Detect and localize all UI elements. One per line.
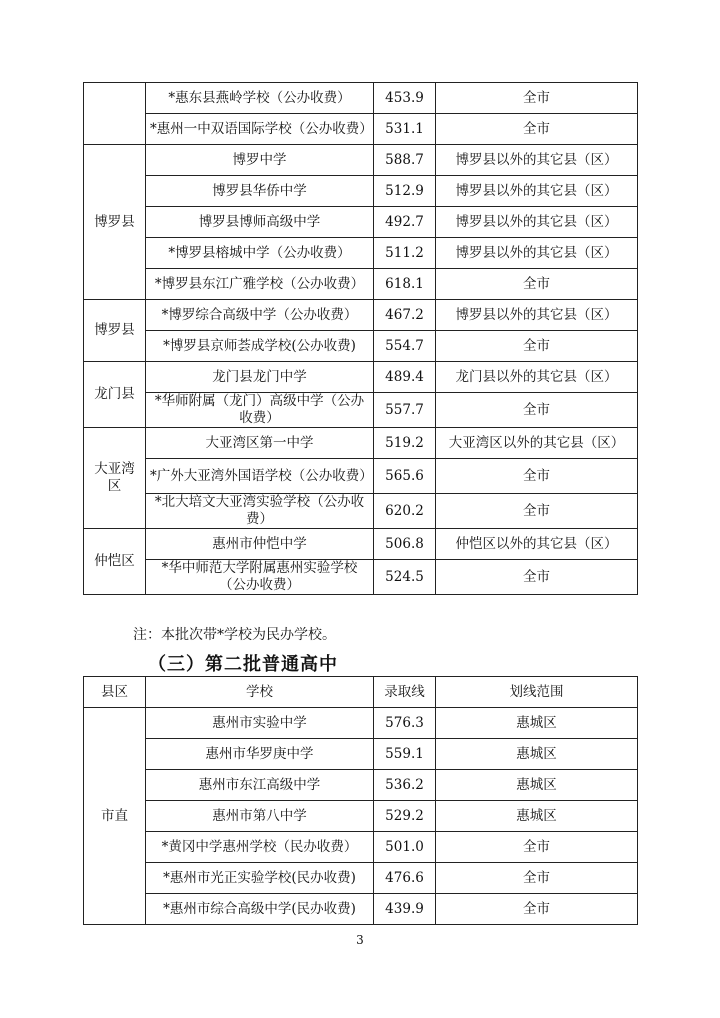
table-row [84, 529, 638, 560]
range-cell: 惠城区 [436, 708, 638, 739]
school-cell: *博罗综合高级中学（公办收费） [146, 300, 374, 331]
school-cell: 惠州市第八中学 [146, 801, 374, 832]
table-row [84, 428, 638, 459]
score-cell: 588.7 [374, 145, 436, 176]
table-header-row [84, 677, 638, 708]
header-range: 划线范围 [436, 677, 638, 708]
score-cell: 618.1 [374, 269, 436, 300]
range-cell: 博罗县以外的其它县（区） [436, 176, 638, 207]
school-cell: 龙门县龙门中学 [146, 362, 374, 393]
range-cell: 全市 [436, 494, 638, 529]
header-score: 录取线 [374, 677, 436, 708]
header-school: 学校 [146, 677, 374, 708]
range-cell: 大亚湾区以外的其它县（区） [436, 428, 638, 459]
range-cell: 全市 [436, 269, 638, 300]
score-cell: 476.6 [374, 863, 436, 894]
table-row [84, 560, 638, 595]
range-cell: 惠城区 [436, 739, 638, 770]
page-number: 3 [356, 933, 364, 947]
score-cell: 536.2 [374, 770, 436, 801]
score-cell: 557.7 [374, 393, 436, 428]
school-cell: *惠州市综合高级中学(民办收费) [146, 894, 374, 925]
range-cell: 全市 [436, 832, 638, 863]
table-row [84, 114, 638, 145]
school-cell: 惠州市实验中学 [146, 708, 374, 739]
score-cell: 565.6 [374, 459, 436, 494]
table-row [84, 863, 638, 894]
score-cell: 501.0 [374, 832, 436, 863]
school-cell: *广外大亚湾外国语学校（公办收费） [146, 459, 374, 494]
school-cell: *惠州市光正实验学校(民办收费) [146, 863, 374, 894]
score-cell: 559.1 [374, 739, 436, 770]
table-row [84, 894, 638, 925]
table-row [84, 176, 638, 207]
score-cell: 519.2 [374, 428, 436, 459]
school-cell: *博罗县榕城中学（公办收费） [146, 238, 374, 269]
range-cell: 全市 [436, 560, 638, 595]
table-note: 注：本批次带*学校为民办学校。 [133, 627, 336, 643]
school-cell: 惠州市仲恺中学 [146, 529, 374, 560]
school-cell: 大亚湾区第一中学 [146, 428, 374, 459]
range-cell: 博罗县以外的其它县（区） [436, 145, 638, 176]
range-cell: 博罗县以外的其它县（区） [436, 207, 638, 238]
score-cell: 524.5 [374, 560, 436, 595]
table-row [84, 269, 638, 300]
range-cell: 全市 [436, 331, 638, 362]
school-cell: *黄冈中学惠州学校（民办收费） [146, 832, 374, 863]
score-cell: 529.2 [374, 801, 436, 832]
table-row [84, 708, 638, 739]
score-cell: 453.9 [374, 83, 436, 114]
range-cell: 全市 [436, 393, 638, 428]
score-cell: 489.4 [374, 362, 436, 393]
score-cell: 492.7 [374, 207, 436, 238]
range-cell: 全市 [436, 894, 638, 925]
score-cell: 512.9 [374, 176, 436, 207]
school-cell: 惠州市华罗庚中学 [146, 739, 374, 770]
school-cell: 博罗县博师高级中学 [146, 207, 374, 238]
county-cell: 市直 [84, 708, 146, 925]
range-cell: 惠城区 [436, 770, 638, 801]
range-cell: 全市 [436, 863, 638, 894]
table-row [84, 362, 638, 393]
school-cell: 博罗中学 [146, 145, 374, 176]
range-cell: 博罗县以外的其它县（区） [436, 300, 638, 331]
score-cell: 439.9 [374, 894, 436, 925]
range-cell: 惠城区 [436, 801, 638, 832]
score-cell: 576.3 [374, 708, 436, 739]
header-county: 县区 [84, 677, 146, 708]
table-row [84, 145, 638, 176]
table-row [84, 393, 638, 428]
school-cell: *惠州一中双语国际学校（公办收费） [146, 114, 374, 145]
score-cell: 511.2 [374, 238, 436, 269]
table-row [84, 770, 638, 801]
county-cell: 博罗县 [84, 300, 146, 362]
score-cell: 506.8 [374, 529, 436, 560]
range-cell: 全市 [436, 114, 638, 145]
school-cell: *博罗县东江广雅学校（公办收费） [146, 269, 374, 300]
county-cell: 大亚湾区 [84, 428, 146, 529]
school-cell: *北大培文大亚湾实验学校（公办收费） [146, 494, 374, 529]
county-cell: 仲恺区 [84, 529, 146, 595]
admission-table-second-batch [83, 676, 638, 925]
school-cell: 博罗县华侨中学 [146, 176, 374, 207]
range-cell: 龙门县以外的其它县（区） [436, 362, 638, 393]
range-cell: 全市 [436, 83, 638, 114]
score-cell: 467.2 [374, 300, 436, 331]
admission-table-first-batch [83, 82, 638, 595]
score-cell: 554.7 [374, 331, 436, 362]
score-cell: 620.2 [374, 494, 436, 529]
table-row [84, 300, 638, 331]
table-row [84, 238, 638, 269]
range-cell: 仲恺区以外的其它县（区） [436, 529, 638, 560]
range-cell: 全市 [436, 459, 638, 494]
table-row [84, 83, 638, 114]
table-row [84, 801, 638, 832]
table-row [84, 207, 638, 238]
school-cell: *博罗县京师荟成学校(公办收费) [146, 331, 374, 362]
table-row [84, 459, 638, 494]
school-cell: *华中师范大学附属惠州实验学校（公办收费） [146, 560, 374, 595]
county-cell: 博罗县 [84, 145, 146, 300]
school-cell: *华师附属（龙门）高级中学（公办收费） [146, 393, 374, 428]
school-cell: 惠州市东江高级中学 [146, 770, 374, 801]
table-row [84, 331, 638, 362]
table-row [84, 832, 638, 863]
school-cell: *惠东县燕岭学校（公办收费） [146, 83, 374, 114]
score-cell: 531.1 [374, 114, 436, 145]
range-cell: 博罗县以外的其它县（区） [436, 238, 638, 269]
section-heading: （三）第二批普通高中 [148, 654, 338, 675]
table-row [84, 739, 638, 770]
table-row [84, 494, 638, 529]
county-cell [84, 83, 146, 145]
county-cell: 龙门县 [84, 362, 146, 428]
